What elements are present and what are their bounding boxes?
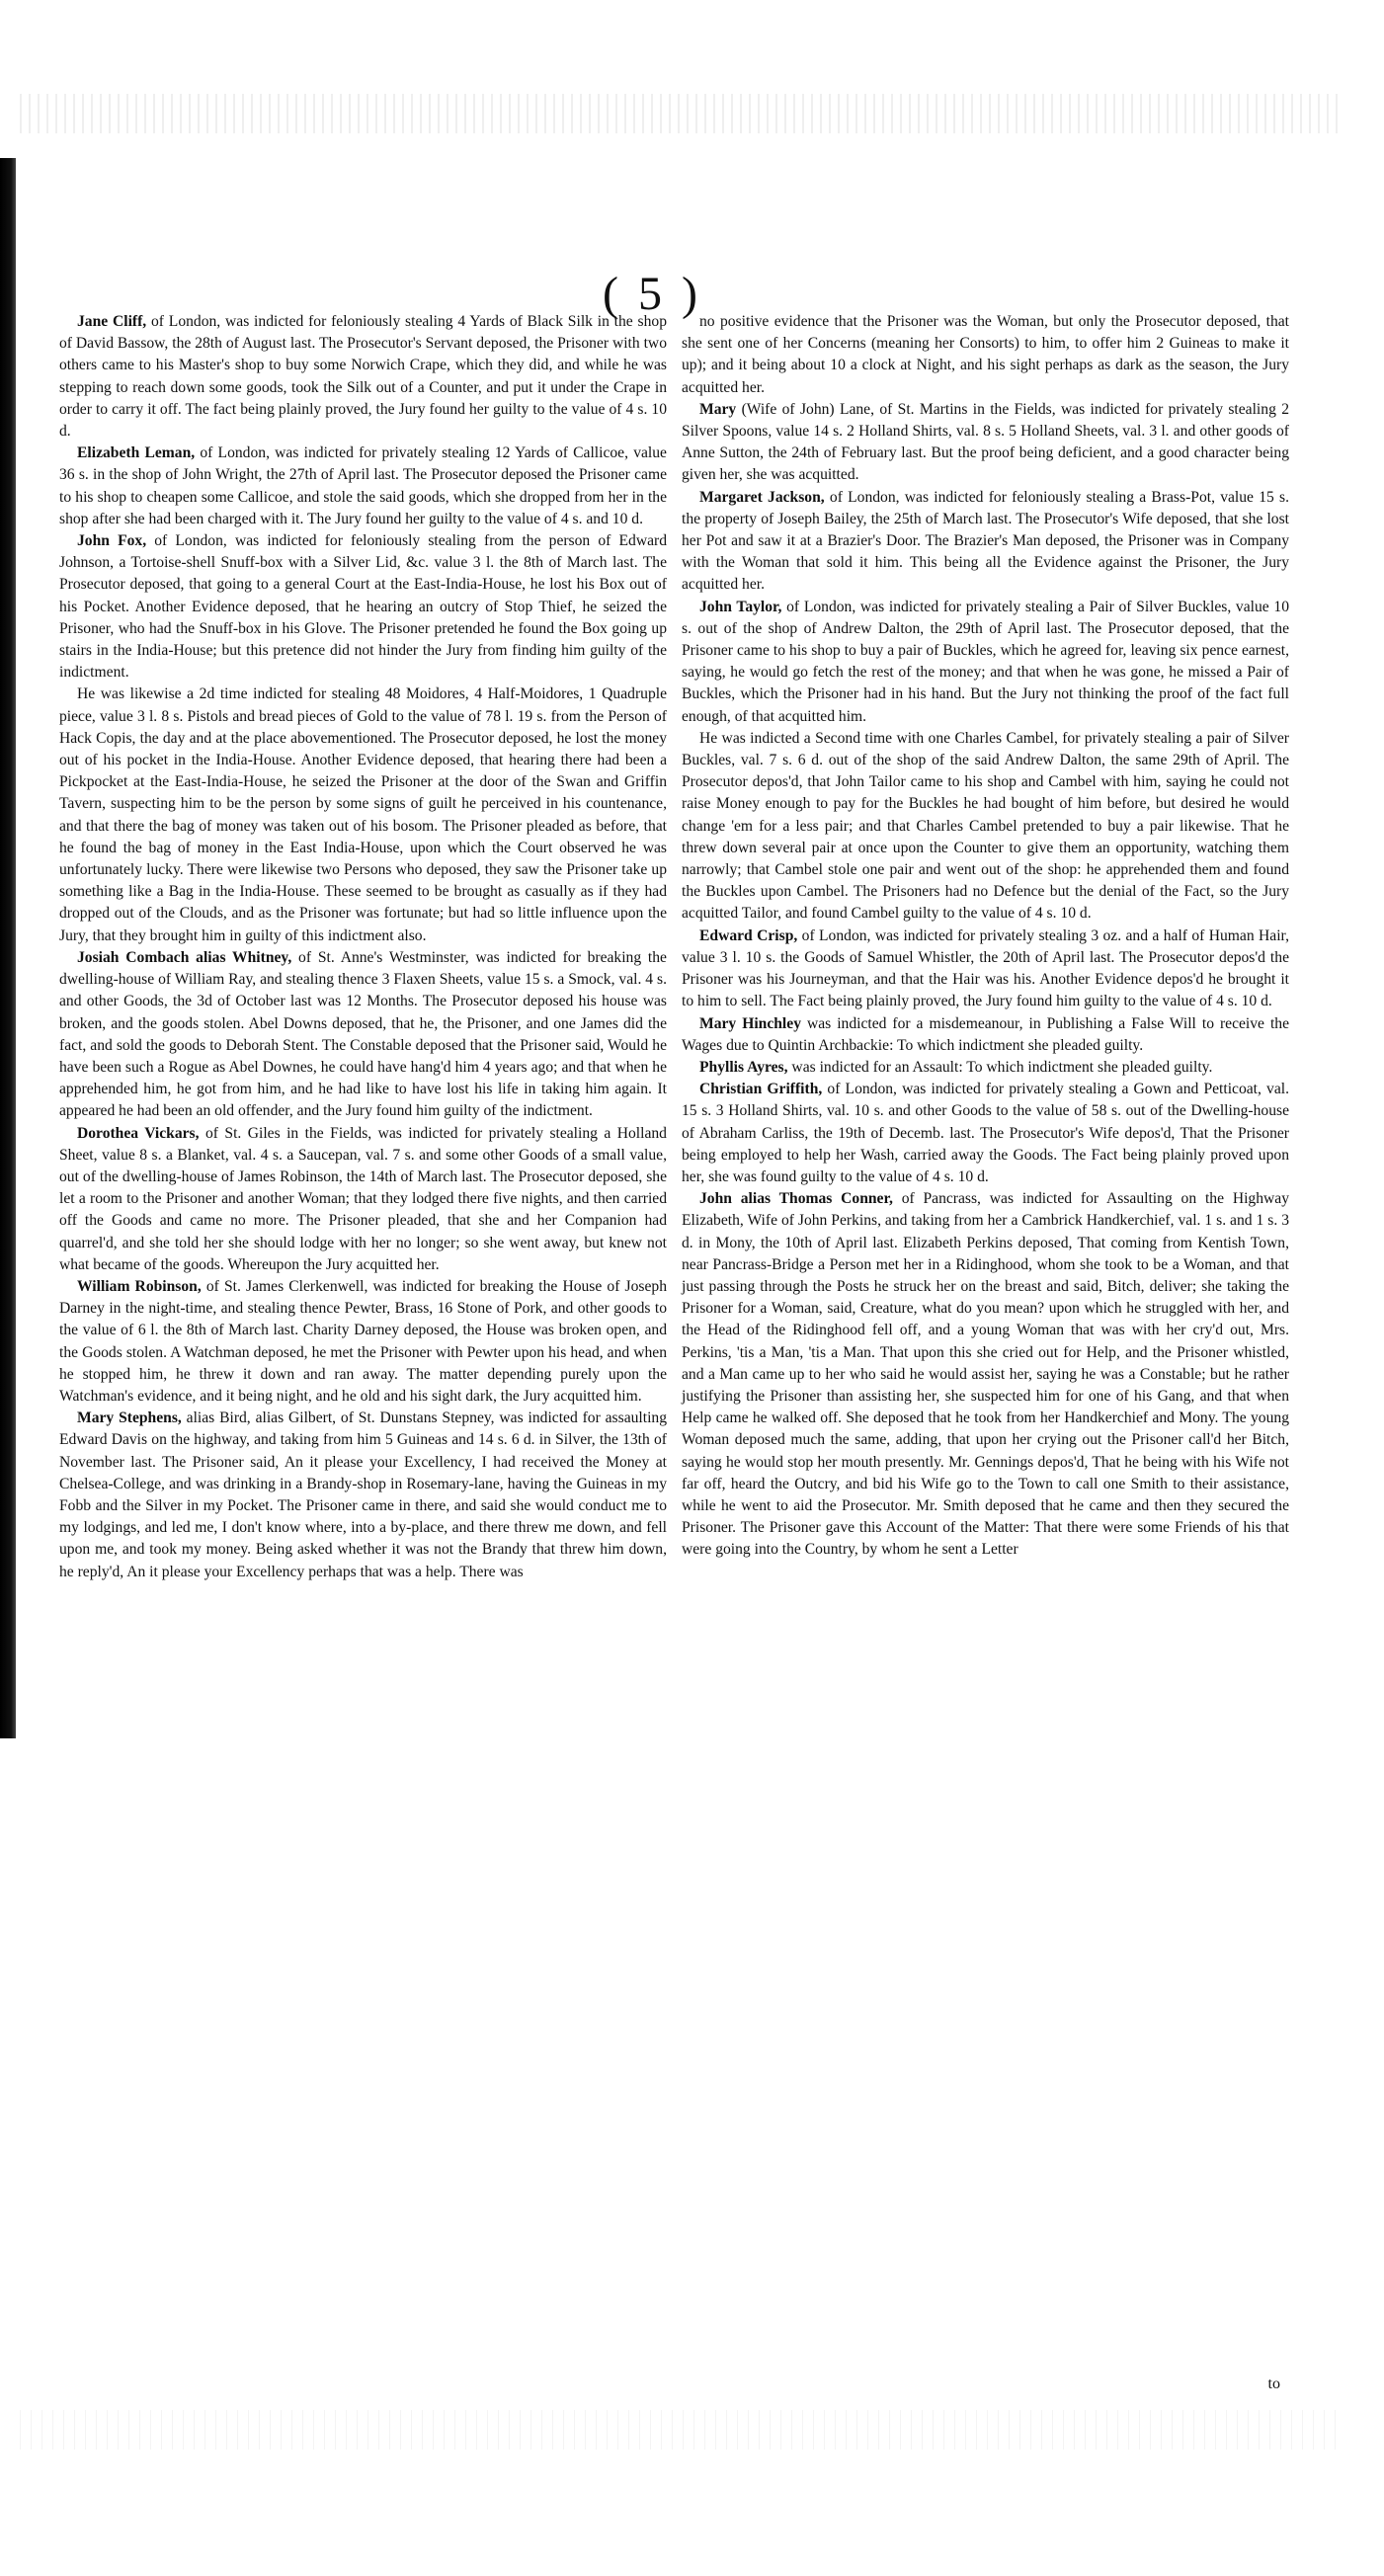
case-text: of London, was indicted for feloniously stealing a Brass-Pot, value 15 s. the property of Joseph Bailey, the 25th of March last. The Prosecutor's Wife deposed, that she lost her Pot and saw it at a Brazier's Door. The Brazier's Man deposed, the Prisoner was in Company with the Woman that sold it him. This being all the Evidence against the Prisoner, the Jury acquitted her. — [682, 488, 1289, 594]
case-paragraph — [682, 1057, 1289, 1079]
case-paragraph — [682, 311, 1289, 399]
case-paragraph — [59, 1408, 667, 1583]
case-text: (Wife of John) Lane, of St. Martins in the Fields, was indicted for privately stealing 2 Silver Spoons, value 14 s. 2 Holland Shirts, val. 8 s. 5 Holland Sheets, val. 3 l. and other goods of Anne Sutton, the 24th of February last. But the proof being deficient, and a good character being given her, she was acquitted. — [682, 400, 1289, 484]
case-paragraph — [682, 926, 1289, 1013]
defendant-name: Mary Stephens, — [77, 1409, 182, 1427]
case-paragraph — [59, 530, 667, 684]
scan-noise-bottom — [20, 2410, 1343, 2450]
case-paragraph — [59, 311, 667, 443]
defendant-name: Mary Hinchley — [699, 1014, 801, 1032]
case-paragraph — [682, 1188, 1289, 1561]
case-text: no positive evidence that the Prisoner was the Woman, but only the Prosecutor deposed, that she sent one of her Concerns (meaning her Consorts) to him, to offer him 2 Guineas to make it up); and it being about 10 a clock at Night, and his sight perhaps as dark as the season, the Jury acquitted her. — [682, 313, 1289, 396]
case-text: alias Bird, alias Gilbert, of St. Dunstans Stepney, was indicted for assaulting Edward Davis on the highway, and taking from him 5 Guineas and 14 s. 6 d. in Silver, the 13th of November last. The Prisoner said, An it please your Excellency, I had received the Money at Chelsea-College, and was drinking in a Brandy-shop in Rosemary-lane, having the Guineas in my Fobb and the Silver in my Pocket. The Prisoner came in there, and said she would conduct me to my lodgings, and led me, I don't know where, into a by-place, and there threw me down, and fell upon me, and took my money. Being asked whether it was not the Brandy that threw him down, he reply'd, An it please your Excellency perhaps that was a help. There was — [59, 1409, 668, 1580]
right-column — [682, 311, 1289, 1562]
case-paragraph — [682, 487, 1289, 597]
case-paragraph — [59, 684, 667, 946]
defendant-name: Mary — [699, 400, 737, 418]
case-text: He was indicted a Second time with one Charles Cambel, for privately stealing a pair of Silver Buckles, val. 7 s. 6 d. out of the shop of the said Andrew Dalton, the same 29th of April. The Prosecutor depos'd, that John Tailor came to his shop and Cambel with him, saying he could not raise Money enough to pay for the Buckles he had bought of him before, but desired he would change 'em for a less pair; and that Charles Cambel pretended to buy a pair likewise. That he threw down several pair at once upon the Counter to give them an opportunity, watching them narrowly; that Cambel stole one pair and went out of the shop: he apprehended them and found the Buckles upon Cambel. The Prisoners had no Defence but the denial of the Fact, so the Jury acquitted Tailor, and found Cambel guilty to the value of 4 s. 10 d. — [682, 729, 1289, 923]
defendant-name: Phyllis Ayres, — [699, 1058, 788, 1076]
defendant-name: Margaret Jackson, — [699, 488, 825, 506]
defendant-name: John alias Thomas Conner, — [699, 1190, 893, 1208]
defendant-name: Elizabeth Leman, — [77, 444, 196, 462]
case-paragraph — [682, 728, 1289, 926]
case-paragraph — [682, 597, 1289, 728]
defendant-name: Jane Cliff, — [77, 313, 147, 330]
case-paragraph — [59, 443, 667, 530]
case-paragraph — [682, 399, 1289, 487]
case-text: of London, was indicted for privately stealing a Pair of Silver Buckles, value 10 s. out of the shop of Andrew Dalton, the 29th of April last. The Prosecutor deposed, that the Prisoner came to his shop to buy a pair of Buckles, which he agreed for, leaving six pence earnest, saying, he would go fetch the rest of the money; and that when he was gone, he missed a Pair of Buckles, which the Prisoner had in his hand. But the Jury not thinking the proof of the fact full enough, of that acquitted him. — [682, 598, 1289, 725]
case-text: of London, was indicted for feloniously stealing from the person of Edward Johnson, a Tortoise-shell Snuff-box with a Silver Lid, &c. value 3 l. the 8th of March last. The Prosecutor deposed, that going to a general Court at the East-India-House, he lost his Box out of his Pocket. Another Evidence deposed, that he hearing an outcry of Stop Thief, he seized the Prisoner, who had the Snuff-box in his Glove. The Prisoner pretended he found the Box going up stairs in the India-House; but this pretence did not hinder the Jury from finding him guilty of the indictment. — [59, 532, 667, 682]
case-text: of London, was indicted for privately stealing a Gown and Petticoat, val. 15 s. 3 Holland Shirts, val. 10 s. and other Goods to the value of 58 s. out of the Dwelling-house of Abraham Carliss, the 19th of Decemb. last. The Prosecutor's Wife depos'd, That the Prisoner being employed to help her Wash, carried away the Goods. The Fact being plainly proved upon her, she was found guilty to the value of 4 s. 10 d. — [682, 1081, 1289, 1185]
defendant-name: Edward Crisp, — [699, 926, 798, 944]
defendant-name: John Taylor, — [699, 598, 782, 615]
case-paragraph — [59, 1276, 667, 1408]
page-number: ( 5 ) — [603, 268, 701, 320]
case-paragraph — [59, 947, 667, 1123]
case-text: was indicted for an Assault: To which indictment she pleaded guilty. — [787, 1058, 1213, 1076]
case-text: of Pancrass, was indicted for Assaulting on the Highway Elizabeth, Wife of John Perkins, and taking from her a Cambrick Handkerchief, val. 1 s. and 1 s. 3 d. in Mony, the 10th of April last. Elizabeth Perkins deposed, That coming from Kentish Town, near Pancrass-Bridge a Person met her in a Ridinghood, whom she took to be a Woman, and that just passing through the Posts he struck her on the breast and said, Bitch, deliver; she taking the Prisoner for a Woman, said, Creature, what do you mean? upon which he struggled with her, and the Head of the Ridinghood fell off, and a young Woman that was with her cry'd out, Mrs. Perkins, 'tis a Man, 'tis a Man. That upon this she cried out for Help, and the Prisoner whistled, and a Man came up to her who said he would assist her, saying he was a Constable; but he rather justifying the Prisoner than assisting her, she suspected him for one of his Gang, and that when Help came he walked off. She deposed that he took from her Handkerchief and Mony. The young Woman deposed much the same, adding, that upon her crying out the Prisoner call'd her Bitch, saying he would stop her mouth presently. Mr. Gennings depos'd, That he being with his Wife not far off, heard the Outcry, and bid his Wife go to the Town to call one Smith to their assistance, while he went to aid the Prosecutor. Mr. Smith deposed that he came and then they secured the Prisoner. The Prisoner gave this Account of the Matter: That there were some Friends of his that were going into the Country, by whom he sent a Letter — [682, 1190, 1289, 1559]
case-paragraph — [59, 1123, 667, 1276]
defendant-name: Josiah Combach alias Whitney, — [77, 948, 292, 966]
defendant-name: William Robinson, — [77, 1277, 202, 1295]
case-text: was indicted for a misdemeanour, in Publishing a False Will to receive the Wages due to Quintin Archbackie: To which indictment she pleaded guilty. — [682, 1014, 1289, 1054]
case-text: He was likewise a 2d time indicted for stealing 48 Moidores, 4 Half-Moidores, 1 Quadruple piece, value 3 l. 8 s. Pistols and bread pieces of Gold to the value of 78 l. 19 s. from the Person of Hack Copis, the day and at the place abovementioned. The Prosecutor deposed, he lost the money out of his pocket in the India-House. Another Evidence deposed, that hearing there had been a Pickpocket at the East-India-House, he seized the Prisoner at the door of the Swan and Griffin Tavern, suspecting him to be the person by some signs of guilt he perceived in his countenance, and that there the bag of money was taken out of his bosom. The Prisoner pleaded as before, that he found the bag of money in the East India-House, upon which the Court observed he was unfortunately lucky. There were likewise two Persons who deposed, they saw the Prisoner take up something like a Bag in the India-House. These seemed to be brought as casually as if they had dropped out of the Clouds, and as the Prisoner was fortunate; but had so little influence upon the Jury, that they brought him in guilty of this indictment also. — [59, 685, 667, 944]
case-paragraph — [682, 1079, 1289, 1188]
catchword: to — [1267, 2375, 1280, 2392]
case-text: of London, was indicted for privately stealing 3 oz. and a half of Human Hair, value 3 l. 10 s. the Goods of Samuel Whistler, the 20th of April last. The Prosecutor depos'd the Prisoner was his Journeyman, and that the Hair was his. Another Evidence depos'd he brought it to him to sell. The Fact being plainly proved, the Jury found him guilty to the value of 4 s. 10 d. — [682, 926, 1289, 1010]
case-text: of St. Giles in the Fields, was indicted for privately stealing a Holland Sheet, value 8 s. a Blanket, val. 4 s. a Saucepan, val. 7 s. and some other Goods of a small value, out of the dwelling-house of James Robinson, the 14th of March last. The Prosecutor deposed, she let a room to the Prisoner and another Woman; that they lodged there five nights, and then carried off the Goods and came no more. The Prisoner pleaded, that she and her Companion had quarrel'd, and she told her she should lodge with her no longer; so she went away, but knew not what became of the goods. Whereupon the Jury acquitted her. — [59, 1124, 667, 1273]
case-text: of St. Anne's Westminster, was indicted for breaking the dwelling-house of William Ray, and stealing thence 3 Flaxen Sheets, value 15 s. a Smock, val. 4 s. and other Goods, the 3d of October last was 12 Months. The Prosecutor deposed his house was broken, and the goods stolen. Abel Downs deposed, that he, the Prisoner, and one James did the fact, and sold the goods to Deborah Stent. The Constable deposed that the Prisoner said, Would he have been such a Rogue as Abel Downes, he could have hang'd him 4 years ago; and that when he apprehended him, he got from him, and he had like to have lost his life in taking him again. It appeared he had been an old offender, and the Jury found him guilty of the indictment. — [59, 948, 667, 1120]
case-text: of St. James Clerkenwell, was indicted for breaking the House of Joseph Darney in the night-time, and stealing thence Pewter, Brass, 16 Stone of Pork, and other goods to the value of 6 l. the 8th of March last. Charity Darney deposed, the House was broken open, and the Goods stolen. A Watchman deposed, he met the Prisoner with Pewter upon his head, and when he stopped him, he threw it down and ran away. The matter depending purely upon the Watchman's evidence, and it being night, and he old and his sight dark, the Jury acquitted him. — [59, 1277, 667, 1405]
binding-shadow — [0, 158, 16, 1738]
case-text: of London, was indicted for privately stealing 12 Yards of Callicoe, value 36 s. in the shop of John Wright, the 27th of April last. The Prosecutor deposed the Prisoner came to his shop to cheapen some Callicoe, and stole the said goods, which she dropped from her in the shop after she had been charged with it. The Jury found her guilty to the value of 4 s. and 10 d. — [59, 444, 667, 527]
left-column — [59, 311, 667, 1583]
defendant-name: Christian Griffith, — [699, 1081, 823, 1098]
scan-noise-top — [20, 94, 1343, 133]
defendant-name: John Fox, — [77, 532, 147, 550]
defendant-name: Dorothea Vickars, — [77, 1124, 200, 1142]
case-paragraph — [682, 1013, 1289, 1057]
case-text: of London, was indicted for feloniously stealing 4 Yards of Black Silk in the shop of David Bassow, the 28th of August last. The Prosecutor's Servant deposed, the Prisoner with two others came to his Master's shop to buy some Norwich Crape, which they did, and while he was stepping to reach down some goods, took the Silk out of a Counter, and put it under the Crape in order to carry it off. The fact being plainly proved, the Jury found her guilty to the value of 4 s. 10 d. — [59, 313, 667, 441]
